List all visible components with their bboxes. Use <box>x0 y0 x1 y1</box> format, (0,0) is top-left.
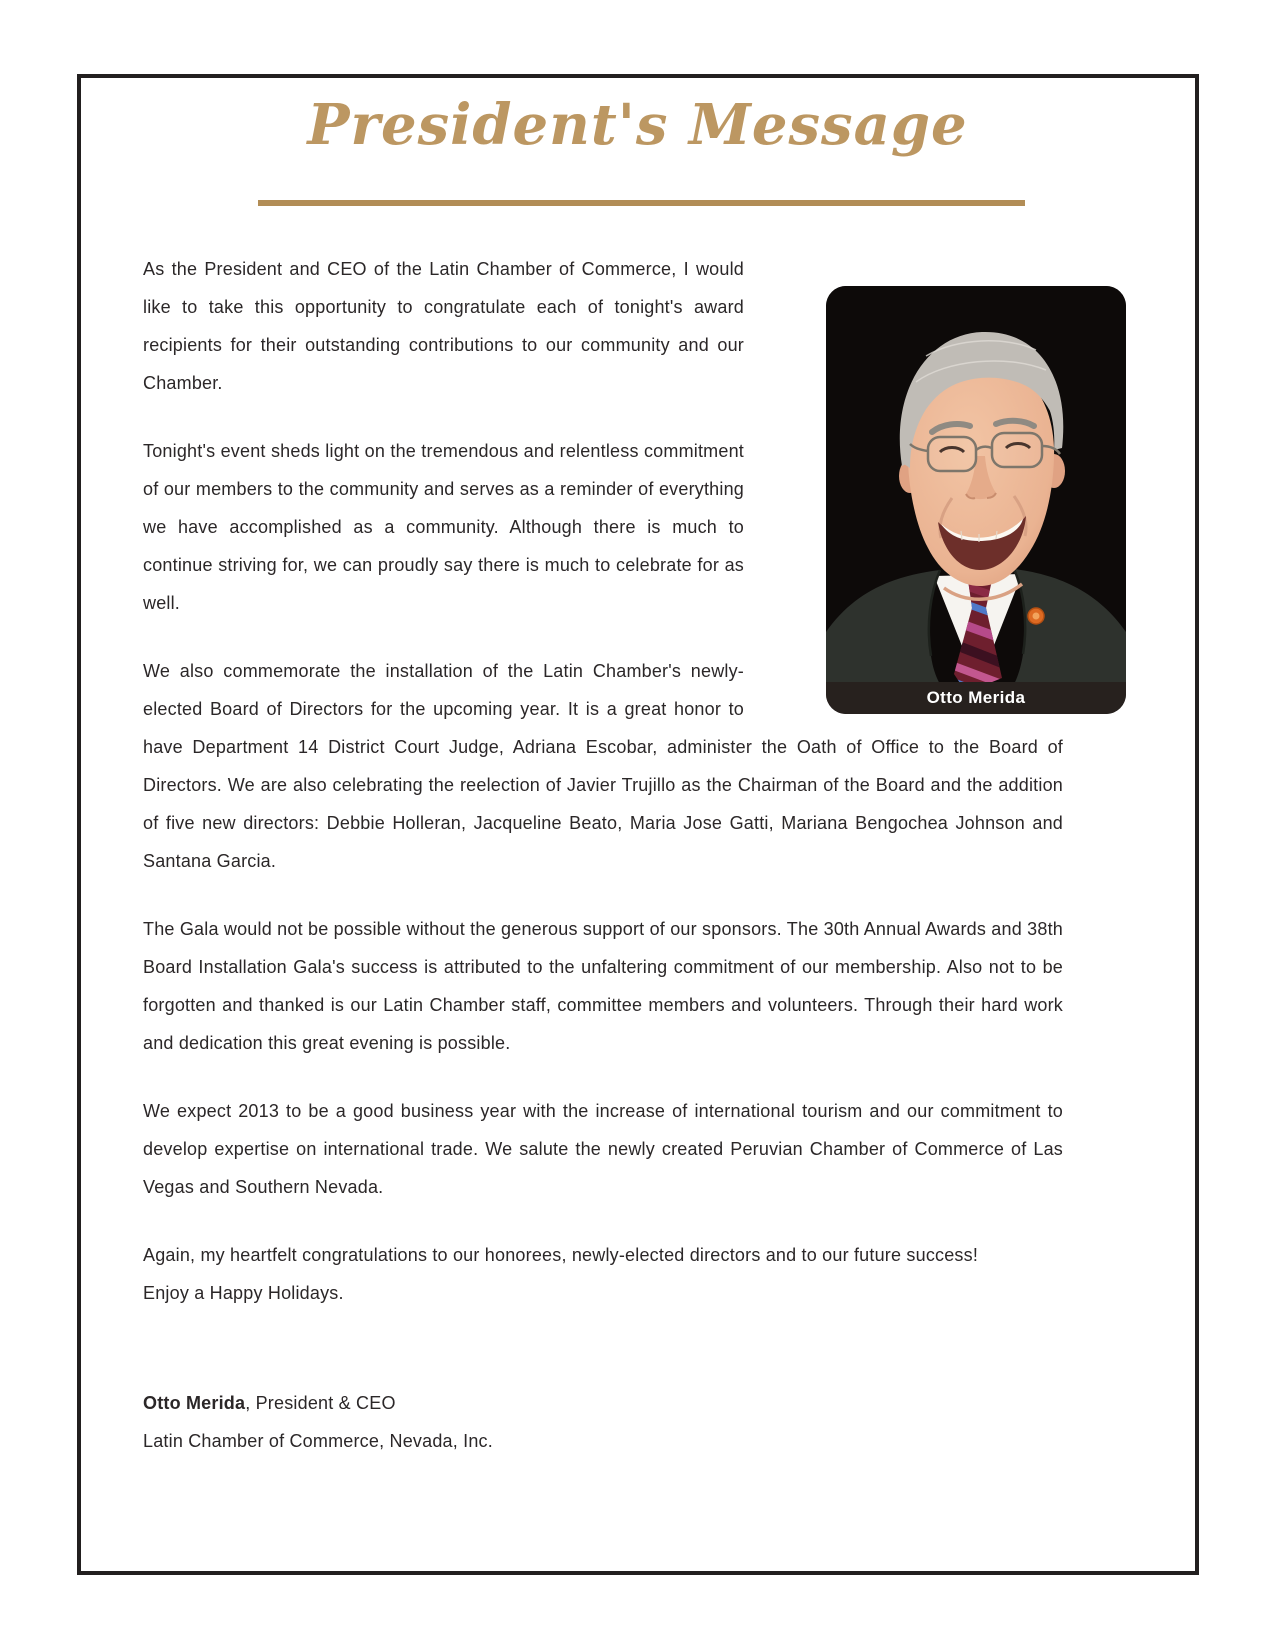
otto-merida-portrait <box>826 286 1126 682</box>
otto-merida-photo <box>826 286 1126 714</box>
paragraph-tonights-event: Tonight's event sheds light on the tremendous and relentless commitment of our members to the community and serves as a reminder of everything we have accomplished as a community. Although there is much to continue striving for, we can proudly say there is much to celebrate for as well. <box>143 441 744 613</box>
signature-name: Otto Merida <box>143 1393 246 1413</box>
paragraph-congratulations: Again, my heartfelt congratulations to our honorees, newly-elected directors and to our future success! <box>143 1245 979 1265</box>
paragraph-board-installation: We also commemorate the installation of the Latin Chamber's newly-elected Board of Directors for the upcoming year. It is a great honor to have Department 14 District Court Judge, Adriana Escobar, administer the Oath of Office to the Board of Directors. We are also celebrating the reelection of Javier Trujillo as the Chairman of the Board and the addition of five new directors: Debbie Holleran, Jacqueline Beato, Maria Jose Gatti, Mariana Bengochea Johnson and Santana Garcia. <box>143 661 1063 871</box>
photo-caption: Otto Merida <box>826 682 1126 714</box>
paragraph-holidays: Enjoy a Happy Holidays. <box>143 1283 344 1303</box>
paragraph-sponsors: The Gala would not be possible without the generous support of our sponsors. The 30th Annual Awards and 38th Board Installation Gala's success is attributed to the unfaltering commitment of our membership. Also not to be forgotten and thanked is our Latin Chamber staff, committee members and volunteers. Through their hard work and dedication this great evening is possible. <box>143 919 1063 1053</box>
signature-block <box>143 1384 1063 1460</box>
page-title: President's Message <box>307 92 968 158</box>
paragraph-intro: As the President and CEO of the Latin Chamber of Commerce, I would like to take this opportunity to congratulate each of tonight's award recipients for their outstanding contributions to our community and our Chamber. <box>143 259 744 393</box>
signature-line-2: Latin Chamber of Commerce, Nevada, Inc. <box>143 1431 493 1451</box>
message-body <box>143 250 1063 1460</box>
signature-line-1 <box>143 1384 1063 1422</box>
title-underline-rule <box>258 200 1025 206</box>
paragraph-2013-outlook: We expect 2013 to be a good business year with the increase of international tourism and our commitment to develop expertise on international trade. We salute the newly created Peruvian Chamber of Commerce of Las Vegas and Southern Nevada. <box>143 1101 1063 1197</box>
signature-role: , President & CEO <box>245 1393 396 1413</box>
